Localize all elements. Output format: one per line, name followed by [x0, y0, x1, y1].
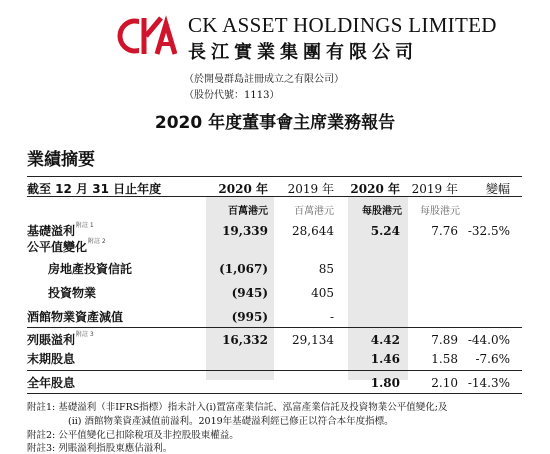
- section-title: 業績摘要: [27, 150, 95, 170]
- row-label-pub-impairment: 酒館物業資產減值: [27, 310, 124, 324]
- cell: 5.24: [370, 224, 400, 238]
- unit-2020-per-share: 每股港元: [362, 206, 402, 217]
- header-change: 變幅: [485, 182, 510, 196]
- footnote-1-cont: (ii) 酒館物業資產減值前溢利。2019年基礎溢利經已修正以符合本年度指標。: [68, 416, 394, 427]
- footnote-2: 附註2: 公平值變化已扣除稅項及非控股股東權益。: [27, 430, 239, 441]
- cell: 1.80: [370, 376, 400, 390]
- table-bottom-rule: [27, 393, 522, 394]
- cell: 1.58: [431, 352, 458, 366]
- header-top-rule: [27, 176, 522, 177]
- unit-2019-amount: 百萬港元: [294, 206, 334, 217]
- row-label-full-year-dividend: 全年股息: [27, 376, 76, 390]
- cell: 28,644: [292, 224, 334, 238]
- cell: -7.6%: [475, 352, 510, 366]
- row-label-fair-value-change: 公平值變化$^{附註 2}$: [27, 238, 106, 254]
- header-2020-amount: 2020 年: [218, 182, 268, 196]
- unit-2020-amount: 百萬港元: [228, 206, 268, 217]
- footnote-1: 附註1: 基礎溢利（非IFRS指標）指未計入(i)置富產業信託、泓富產業信託及投資物業公平值變化;及: [27, 402, 448, 413]
- company-name-zh: 長江實業集團有限公司: [188, 42, 418, 63]
- cell: 4.42: [370, 333, 400, 347]
- dividend-rule: [27, 370, 522, 371]
- cell: 7.76: [431, 224, 458, 238]
- cell: 16,332: [222, 333, 268, 347]
- row-label-reits: 房地產投資信託: [48, 262, 133, 276]
- cell: -14.3%: [467, 376, 510, 390]
- row-label-final-dividend: 末期股息: [27, 352, 76, 366]
- header-2020-per-share: 2020 年: [350, 182, 400, 196]
- cell: 405: [311, 286, 334, 300]
- cell: 29,134: [292, 333, 334, 347]
- cell: (1,067): [219, 262, 268, 276]
- cell: (945): [231, 286, 268, 300]
- unit-2019-per-share: 每股港元: [420, 206, 460, 217]
- company-name-en: CK ASSET HOLDINGS LIMITED: [188, 13, 497, 37]
- footnote-3: 附註3: 列賬溢利指股東應佔溢利。: [27, 443, 173, 454]
- cell: (995): [231, 310, 268, 324]
- period-label: 截至 12 月 31 日止年度: [27, 182, 162, 196]
- cell: 7.89: [431, 333, 458, 347]
- ck-logo-icon: [117, 10, 177, 62]
- row-label-underlying-profit: 基礎溢利$^{附註 1}$: [27, 222, 94, 238]
- row-label-reported-profit: 列賬溢利$^{附註 3}$: [27, 331, 94, 347]
- subtotal-rule: [27, 327, 522, 328]
- header-2019-per-share: 2019 年: [411, 182, 458, 196]
- cell: -44.0%: [467, 333, 510, 347]
- cell: 2.10: [431, 376, 458, 390]
- cell: -32.5%: [467, 224, 510, 238]
- cell: 85: [318, 262, 334, 276]
- header-2019-amount: 2019 年: [287, 182, 334, 196]
- cell: 1.46: [370, 352, 400, 366]
- report-title: 2020 年度董事會主席業務報告: [154, 113, 396, 133]
- cell: 19,339: [222, 224, 268, 238]
- row-label-investment-properties: 投資物業: [48, 286, 97, 300]
- cell: -: [329, 310, 334, 324]
- stock-code: （股份代號：1113）: [184, 90, 280, 101]
- incorporation-note: （於開曼群島註冊成立之有限公司）: [184, 74, 344, 85]
